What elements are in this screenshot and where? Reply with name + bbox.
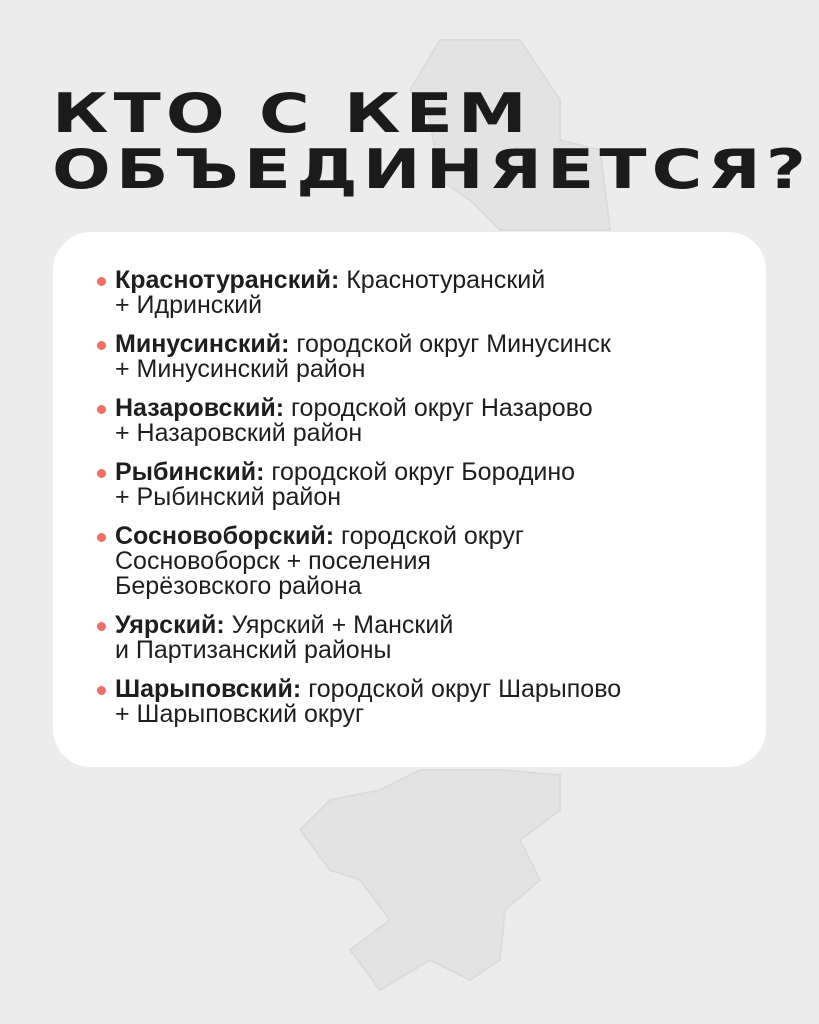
district-desc: Краснотуранский	[346, 266, 546, 294]
merger-list-card	[53, 232, 766, 767]
district-name: Сосновоборский:	[115, 522, 335, 550]
district-name: Минусинский:	[115, 330, 290, 358]
list-item	[97, 332, 726, 382]
list-item	[97, 460, 726, 510]
district-desc: городской округ Бородино	[271, 458, 576, 486]
district-name: Шарыповский:	[115, 675, 302, 703]
title-line-2: ОБЪЕДИНЯЕТСЯ?	[52, 138, 812, 201]
district-desc: + Назаровский район	[115, 419, 363, 447]
list-item	[97, 613, 726, 663]
bullet-dot-icon	[97, 533, 106, 542]
district-desc: городской округ Назарово	[290, 394, 593, 422]
district-desc: городской округ Шарыпово	[308, 675, 622, 703]
district-desc: + Шарыповский округ	[115, 700, 365, 728]
page-title	[52, 82, 812, 201]
district-desc: Уярский + Манский	[231, 611, 454, 639]
list-item	[97, 268, 726, 318]
title-line-1: КТО С КЕМ	[52, 82, 532, 145]
district-name: Рыбинский:	[115, 458, 265, 486]
district-desc: и Партизанский районы	[115, 636, 392, 664]
bullet-dot-icon	[97, 622, 106, 631]
list-item	[97, 677, 726, 727]
district-name: Уярский:	[115, 611, 225, 639]
district-desc: + Рыбинский район	[115, 483, 342, 511]
bullet-dot-icon	[97, 341, 106, 350]
list-item	[97, 524, 726, 599]
district-desc: городской округ	[341, 522, 524, 550]
district-name: Назаровский:	[115, 394, 285, 422]
district-desc: Берёзовского района	[115, 572, 362, 600]
bullet-dot-icon	[97, 277, 106, 286]
bullet-dot-icon	[97, 686, 106, 695]
bullet-dot-icon	[97, 469, 106, 478]
bullet-dot-icon	[97, 405, 106, 414]
district-desc: + Минусинский район	[115, 355, 366, 383]
merger-list	[97, 268, 726, 727]
district-desc: Сосновоборск + поселения	[115, 547, 431, 575]
district-desc: городской округ Минусинск	[296, 330, 611, 358]
district-desc: + Идринский	[115, 291, 263, 319]
district-name: Краснотуранский:	[115, 266, 340, 294]
list-item	[97, 396, 726, 446]
